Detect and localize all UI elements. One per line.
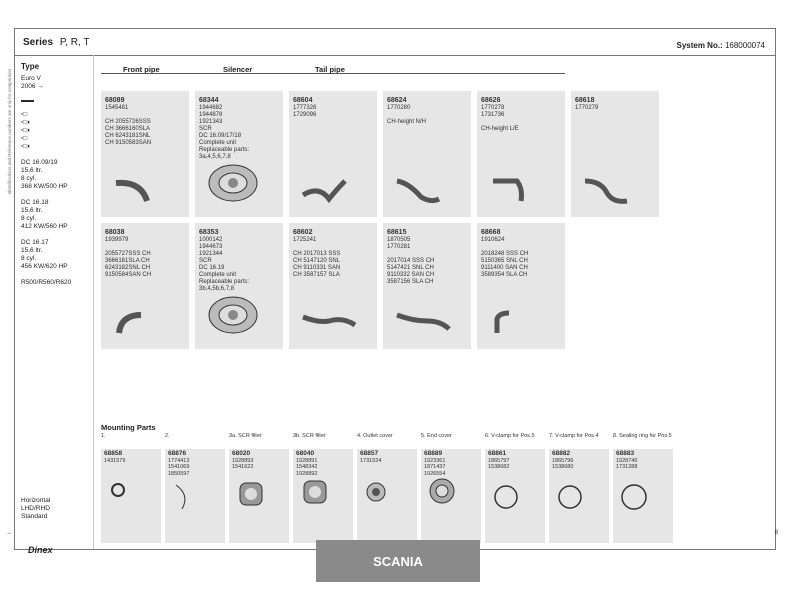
part-cell[interactable] <box>383 223 471 349</box>
models-label: R500/R560/R620 <box>21 279 72 286</box>
tail-pipe-icon <box>487 175 537 205</box>
mounting-refs: 1431579 <box>104 457 126 464</box>
tail-pipe-icon <box>299 307 359 337</box>
part-cell[interactable] <box>383 91 471 217</box>
mounting-part-number: 68876 <box>168 450 187 457</box>
part-number: 68353 <box>199 229 219 236</box>
part-number: 68615 <box>387 229 407 236</box>
front-pipe-icon <box>111 307 161 337</box>
v-clamp-icon <box>552 481 592 515</box>
series-header <box>23 37 89 48</box>
mounting-title: Mounting Parts <box>101 423 156 432</box>
silencer-icon <box>205 161 261 205</box>
end-cover-icon <box>424 477 464 507</box>
mounting-item[interactable] <box>485 433 545 543</box>
front-pipe-icon <box>111 175 161 205</box>
part-number: 68344 <box>199 97 219 104</box>
engine-3-cyl: 8 cyl. <box>21 255 37 262</box>
mounting-item[interactable] <box>293 433 353 543</box>
catalog-page <box>7 28 776 550</box>
engine-3 <box>21 239 93 271</box>
part-cell[interactable] <box>195 91 283 217</box>
mounting-refs: 1928893 1541622 <box>232 457 254 470</box>
part-refs: 1777326 1729096 <box>293 105 317 118</box>
mounting-label: 8. Sealing ring for Pos.5 <box>613 433 672 439</box>
part-cell[interactable] <box>101 223 189 349</box>
part-number: 68626 <box>481 97 501 104</box>
tail-pipe-icon <box>299 175 349 205</box>
part-cell[interactable] <box>477 91 565 217</box>
mounting-part-number: 68040 <box>296 450 315 457</box>
mounting-refs: 1928891 1548342 1928892 <box>296 457 318 477</box>
mounting-refs: 1928746 1731288 <box>616 457 638 470</box>
part-refs: 1939979 2055727SSS CH 3666161SLA CH 6243182SNL CH 9150584SAN CH <box>105 237 152 278</box>
tail-pipe-icon <box>581 175 631 205</box>
part-refs: 1910624 2018248 SSS CH 5150365 SNL CH 9111400 SAN CH 3589354 SLA CH <box>481 237 529 278</box>
part-number: 68668 <box>481 229 501 236</box>
mounting-item[interactable] <box>229 433 289 543</box>
mounting-part-number: 68020 <box>232 450 251 457</box>
engine-3-name: DC 16.17 <box>21 239 49 246</box>
engine-2-name: DC 16.18 <box>21 199 49 206</box>
part-number: 68602 <box>293 229 313 236</box>
mounting-part-number: 68883 <box>616 450 635 457</box>
brand-tab[interactable]: SCANIA <box>316 540 480 582</box>
engine-2-power: 412 KW/560 HP <box>21 223 68 230</box>
mounting-refs: 1731524 <box>360 457 382 464</box>
config-icons: ▫□ ▫□◐ ▫□◐ ▫□ ▫□◐ <box>21 111 32 150</box>
mounting-item[interactable] <box>357 433 417 543</box>
outlet-cover-icon <box>360 476 400 510</box>
part-refs: 1000142 1944673 1921344 SCR DC 16.19 Complete unit Replaceable parts: 3b,4,5b,6,7,8 <box>199 237 250 292</box>
part-cell[interactable] <box>477 223 565 349</box>
mounting-label: 5. End cover <box>421 433 452 439</box>
tail-pipe-icon <box>487 307 537 337</box>
mounting-part-number: 68889 <box>424 450 443 457</box>
system-label: System No.: <box>676 41 723 50</box>
mounting-part-number: 68857 <box>360 450 379 457</box>
engine-3-power: 456 KW/620 HP <box>21 263 68 270</box>
sidebar <box>21 63 93 287</box>
silencer-icon <box>205 293 261 337</box>
system-value: 168000074 <box>724 41 765 50</box>
part-number: 68604 <box>293 97 313 104</box>
mounting-refs: 1865797 1538682 <box>488 457 510 470</box>
page-marker: → <box>6 530 12 536</box>
col-tail-pipe: Tail pipe <box>315 65 345 74</box>
part-refs: 1770278 1731736 CH-height L/E <box>481 105 519 132</box>
part-refs: 1545481 CH 2055726SSS CH 3666160SLA CH 6243181SNL CH 9150583SAN <box>105 105 152 146</box>
series-value: P, R, T <box>59 37 90 48</box>
mount-drive: LHD/RHD <box>21 505 50 512</box>
strap-icon <box>168 481 198 511</box>
mounting-label: 3a. SCR filter <box>229 433 262 439</box>
mounting-label: 2. <box>165 433 170 439</box>
vertical-note: Identifications and Reference numbers are only for comparison <box>7 69 12 195</box>
sidebar-divider <box>93 55 94 549</box>
dinex-logo: Dinex <box>28 545 53 555</box>
mounting-item[interactable] <box>549 433 609 543</box>
part-refs: 1770280 CH-height N/H <box>387 105 427 125</box>
engine-2-volume: 15,6 ltr. <box>21 207 43 214</box>
clip-icon <box>104 478 134 502</box>
column-bracket <box>101 73 565 80</box>
engine-2-cyl: 8 cyl. <box>21 215 37 222</box>
part-refs: 1725241 CH 2017013 SSS CH 5147120 SNL CH 9110331 SAN CH 3587157 SLA <box>293 237 341 278</box>
part-cell[interactable] <box>101 91 189 217</box>
mounting-item[interactable] <box>165 433 225 543</box>
part-cell[interactable] <box>289 91 377 217</box>
engine-1-cyl: 8 cyl. <box>21 175 37 182</box>
part-number: 68089 <box>105 97 125 104</box>
mounting-refs: 1923361 1871437 1926554 <box>424 457 446 477</box>
type-label: Type <box>21 62 40 71</box>
engine-3-volume: 15,6 ltr. <box>21 247 43 254</box>
series-label: Series <box>23 37 54 48</box>
tail-pipe-icon <box>393 307 453 337</box>
sealing-ring-icon <box>616 481 656 515</box>
engine-1-volume: 15,6 ltr. <box>21 167 43 174</box>
part-cell[interactable] <box>571 91 659 217</box>
engine-1 <box>21 159 93 191</box>
part-refs: 1870505 1770281 2017014 SSS CH 5147421 SNL CH 9110332 SAN CH 3587156 SLA CH <box>387 237 435 285</box>
mounting-part-number: 68861 <box>488 450 507 457</box>
mounting-label: 3b. SCR filter <box>293 433 326 439</box>
mount-type <box>21 497 50 521</box>
col-silencer: Silencer <box>223 65 253 74</box>
system-number <box>676 41 765 50</box>
engine-1-name: DC 16.09/19 <box>21 159 58 166</box>
mounting-item[interactable] <box>613 433 673 543</box>
scr-filter-icon <box>232 477 272 511</box>
scr-filter-icon <box>296 477 336 511</box>
mounting-refs: 1865796 1538680 <box>552 457 574 470</box>
part-cell[interactable] <box>195 223 283 349</box>
engine-2 <box>21 199 93 231</box>
mounting-part-number: 68858 <box>104 450 123 457</box>
euro-label: Euro V <box>21 75 41 82</box>
mount-variant: Standard <box>21 513 48 520</box>
page-number: 8 <box>774 530 778 536</box>
col-front-pipe: Front pipe <box>123 65 160 74</box>
mounting-item[interactable] <box>421 433 481 543</box>
mounting-refs: 1774413 1541069 1850597 <box>168 457 190 477</box>
part-number: 68038 <box>105 229 125 236</box>
part-number: 68618 <box>575 97 595 104</box>
part-cell[interactable] <box>289 223 377 349</box>
year-label: 2006 → <box>21 83 44 90</box>
mounting-label: 1. <box>101 433 106 439</box>
tail-pipe-icon <box>393 175 443 205</box>
part-refs: 1944682 1944878 1921343 SCR DC 16.09/17/18 Complete unit Replaceable parts: 3a,4,5,6,7,8 <box>199 105 250 160</box>
part-number: 68624 <box>387 97 407 104</box>
header-divider <box>15 55 775 56</box>
mounting-label: 7. V-clamp for Pos.4 <box>549 433 599 439</box>
engine-1-power: 368 KW/500 HP <box>21 183 68 190</box>
part-refs: 1770279 <box>575 105 599 111</box>
mounting-part-number: 68882 <box>552 450 571 457</box>
mount-orientation: Horizontal <box>21 497 51 504</box>
mounting-label: 4. Outlet cover <box>357 433 393 439</box>
v-clamp-icon <box>488 481 528 515</box>
mounting-item[interactable] <box>101 433 161 543</box>
truck-icon: ▬▬ <box>21 97 34 104</box>
mounting-label: 6. V-clamp for Pos.5 <box>485 433 535 439</box>
